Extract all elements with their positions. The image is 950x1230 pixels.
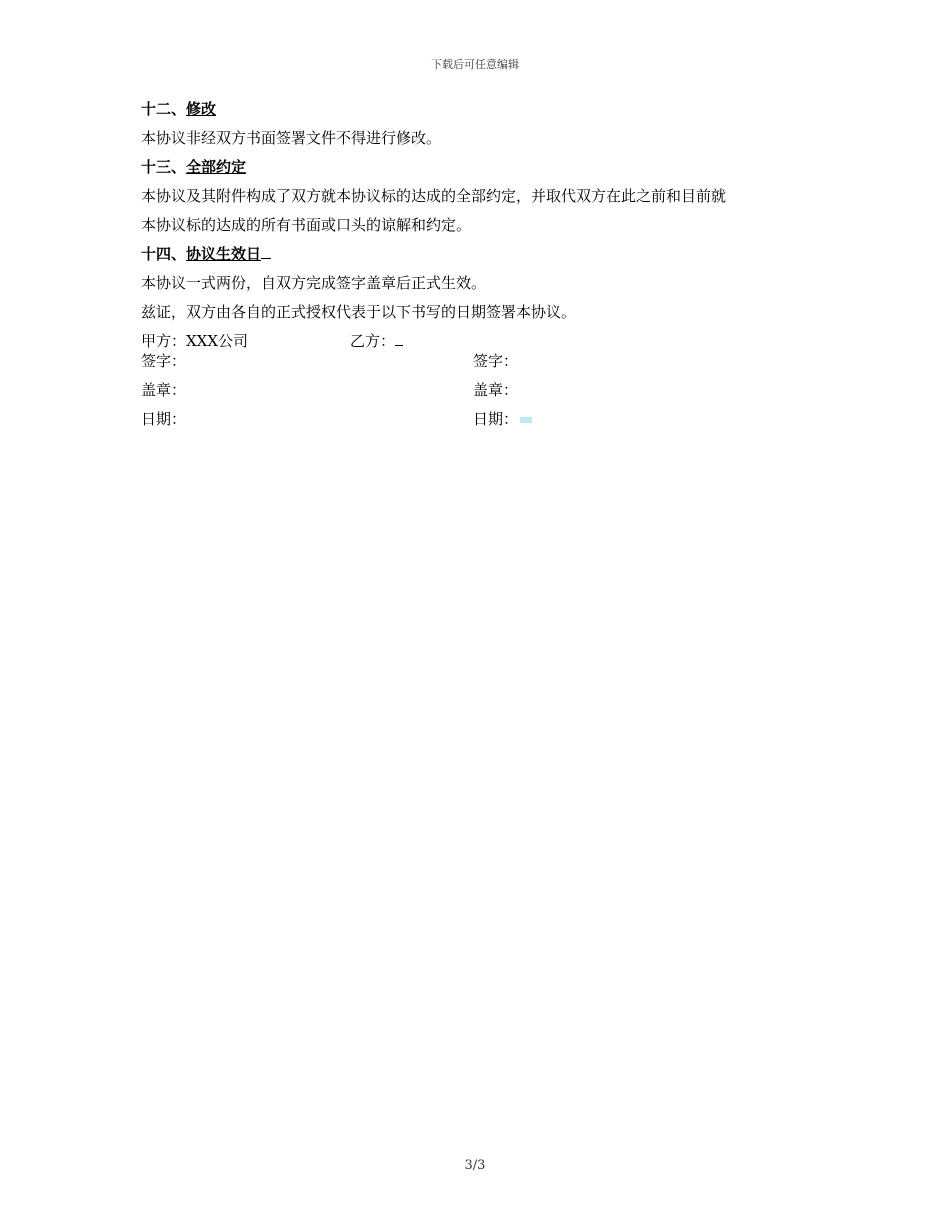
section-number-14: 十四、 xyxy=(141,245,187,263)
section-number-12: 十二、 xyxy=(141,100,187,118)
title-trailing-blank xyxy=(261,244,271,259)
page-number: 3/3 xyxy=(464,1158,486,1173)
page-header: 下载后可任意编辑 xyxy=(431,58,519,71)
party-b-row xyxy=(350,331,403,351)
party-a-date-label: 日期： xyxy=(141,410,187,428)
party-b-label: 乙方： xyxy=(350,332,396,350)
party-a-seal-label: 盖章： xyxy=(141,381,187,399)
date-field-highlight[interactable] xyxy=(520,417,532,423)
section-number-13: 十三、 xyxy=(141,158,187,176)
party-b-date-row xyxy=(473,409,532,429)
party-b-date-label: 日期： xyxy=(473,410,519,428)
party-a-label: 甲方：XXX公司 xyxy=(141,332,249,350)
party-b-sign-label: 签字： xyxy=(473,352,519,370)
party-a-sign-label: 签字： xyxy=(141,352,187,370)
section-title-12: 修改 xyxy=(186,100,217,118)
section-heading-14 xyxy=(141,244,271,264)
section-heading-12 xyxy=(141,99,216,119)
section-body-13-line-1: 本协议及其附件构成了双方就本协议标的达成的全部约定，并取代双方在此之前和目前就 xyxy=(141,187,727,205)
section-title-13: 全部约定 xyxy=(186,158,247,176)
section-body-13-line-2: 本协议标的达成的所有书面或口头的谅解和约定。 xyxy=(141,216,472,234)
section-body-14-line-2: 兹证，双方由各自的正式授权代表于以下书写的日期签署本协议。 xyxy=(141,303,577,321)
section-title-14: 协议生效日 xyxy=(186,245,262,263)
section-body-12-line-1: 本协议非经双方书面签署文件不得进行修改。 xyxy=(141,129,442,147)
party-b-blank xyxy=(395,333,403,346)
section-heading-13 xyxy=(141,157,246,177)
party-b-seal-label: 盖章： xyxy=(473,381,519,399)
section-body-14-line-1: 本协议一式两份，自双方完成签字盖章后正式生效。 xyxy=(141,274,487,292)
